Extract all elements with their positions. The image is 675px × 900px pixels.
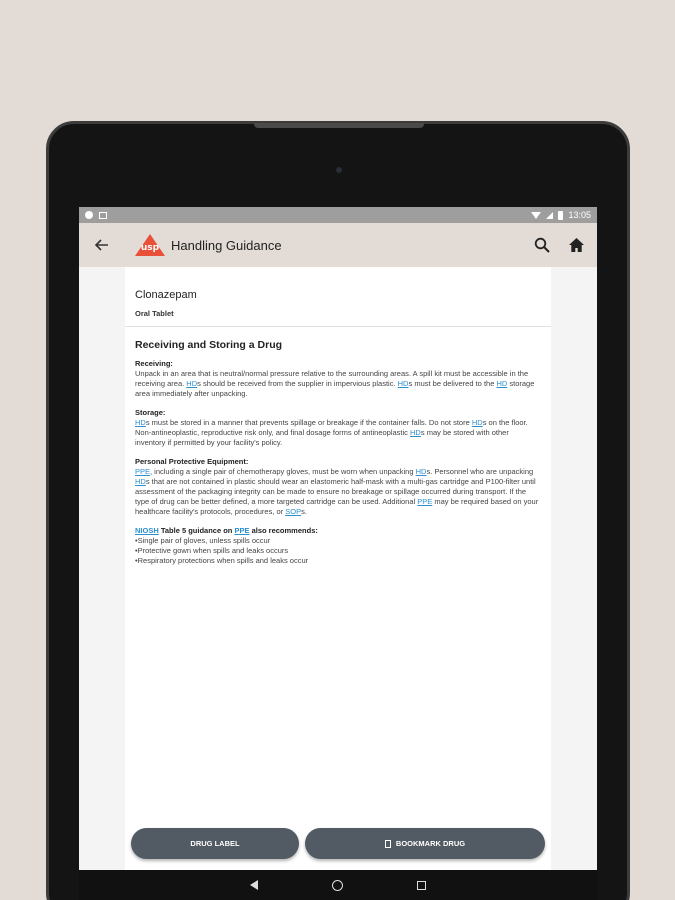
search-button[interactable] <box>531 234 553 256</box>
home-icon <box>568 237 585 253</box>
hd-link[interactable]: HD <box>410 428 421 437</box>
ppe-link[interactable]: PPE <box>417 497 433 506</box>
drug-label-button[interactable]: DRUG LABEL <box>131 828 299 859</box>
drug-header <box>125 267 551 327</box>
receiving-storing-section <box>125 327 551 566</box>
list-item: •Single pair of gloves, unless spills occur <box>135 536 271 545</box>
home-button[interactable] <box>565 234 587 256</box>
niosh-link[interactable]: NIOSH <box>135 526 159 535</box>
nav-home-icon[interactable] <box>332 880 343 891</box>
wifi-icon <box>531 212 541 219</box>
device-screen <box>79 207 597 870</box>
search-icon <box>534 237 550 253</box>
bookmark-drug-button[interactable]: BOOKMARK DRUG <box>305 828 545 859</box>
storage-heading: Storage: <box>135 408 166 417</box>
storage-block: Storage: HDs must be stored in a manner that prevents spillage or breakage if the container falls. Do not store HDs on the floor. Non-antineoplastic, reproductive risk only, and final dosage forms of antineoplastic HDs may be stored with other inventory if permitted by your facility's policy. <box>135 408 541 448</box>
section-title: Receiving and Storing a Drug <box>135 339 283 351</box>
drug-name: Clonazepam <box>135 289 197 301</box>
nav-back-icon[interactable] <box>250 880 258 890</box>
receiving-block: Receiving: Unpack in an area that is neutral/normal pressure relative to the surrounding areas. A spill kit must be accessible in the receiving area. HDs should be received from the supplier in impervious plastic. HDs must be delivered to the HD storage area immediately after unpacking. <box>135 359 541 399</box>
status-bar <box>79 207 597 223</box>
cell-signal-icon <box>546 212 553 219</box>
niosh-block <box>135 526 541 566</box>
page-title: Handling Guidance <box>171 237 282 253</box>
hd-link[interactable]: HD <box>397 379 409 388</box>
hd-link[interactable]: HD <box>496 379 508 388</box>
usp-logo: usp <box>133 234 167 256</box>
hd-link[interactable]: HD <box>135 477 146 486</box>
battery-icon <box>558 211 563 220</box>
back-button[interactable] <box>89 232 115 258</box>
bottom-action-bar <box>79 821 597 870</box>
list-item: •Protective gown when spills and leaks occurs <box>135 546 289 555</box>
app-bar <box>79 223 597 267</box>
list-item: •Respiratory protections when spills and leaks occur <box>135 556 309 565</box>
nav-recents-icon[interactable] <box>417 881 426 890</box>
system-nav-bar <box>79 870 597 900</box>
front-camera <box>336 167 342 173</box>
hd-link[interactable]: HD <box>471 418 483 427</box>
tablet-top-button <box>254 123 424 128</box>
receiving-heading: Receiving: <box>135 359 173 368</box>
niosh-heading: NIOSH Table 5 guidance on PPE also recommends: <box>135 526 318 535</box>
status-time: 13:05 <box>568 210 591 220</box>
ppe-heading: Personal Protective Equipment: <box>135 457 249 466</box>
notification-icon <box>85 211 93 219</box>
bookmark-icon <box>385 840 391 848</box>
sop-link[interactable]: SOP <box>285 507 302 516</box>
drug-detail-panel <box>125 267 551 870</box>
hd-link[interactable]: HD <box>186 379 198 388</box>
arrow-left-icon <box>95 238 109 252</box>
ppe-block: Personal Protective Equipment: PPE, including a single pair of chemotherapy gloves, must be worn when unpacking HDs. Personnel who are unpacking HDs that are not contained in plastic should wear an elastomeric half-mask with a multi-gas cartridge and P100-filter until assessment of the packaging integrity can be made to ensure no breakage or spillage occurred during transport. If the type of drug can be better defined, a more targeted cartridge can be used. Additional PPE may be required based on your healthcare facility's protocols, procedures, or SOPs. <box>135 457 541 517</box>
drug-form: Oral Tablet <box>135 309 174 318</box>
ppe-link[interactable]: PPE <box>135 467 151 476</box>
image-notification-icon <box>99 212 107 219</box>
hd-link[interactable]: HD <box>135 418 146 427</box>
ppe-link[interactable]: PPE <box>234 526 250 535</box>
hd-link[interactable]: HD <box>415 467 427 476</box>
